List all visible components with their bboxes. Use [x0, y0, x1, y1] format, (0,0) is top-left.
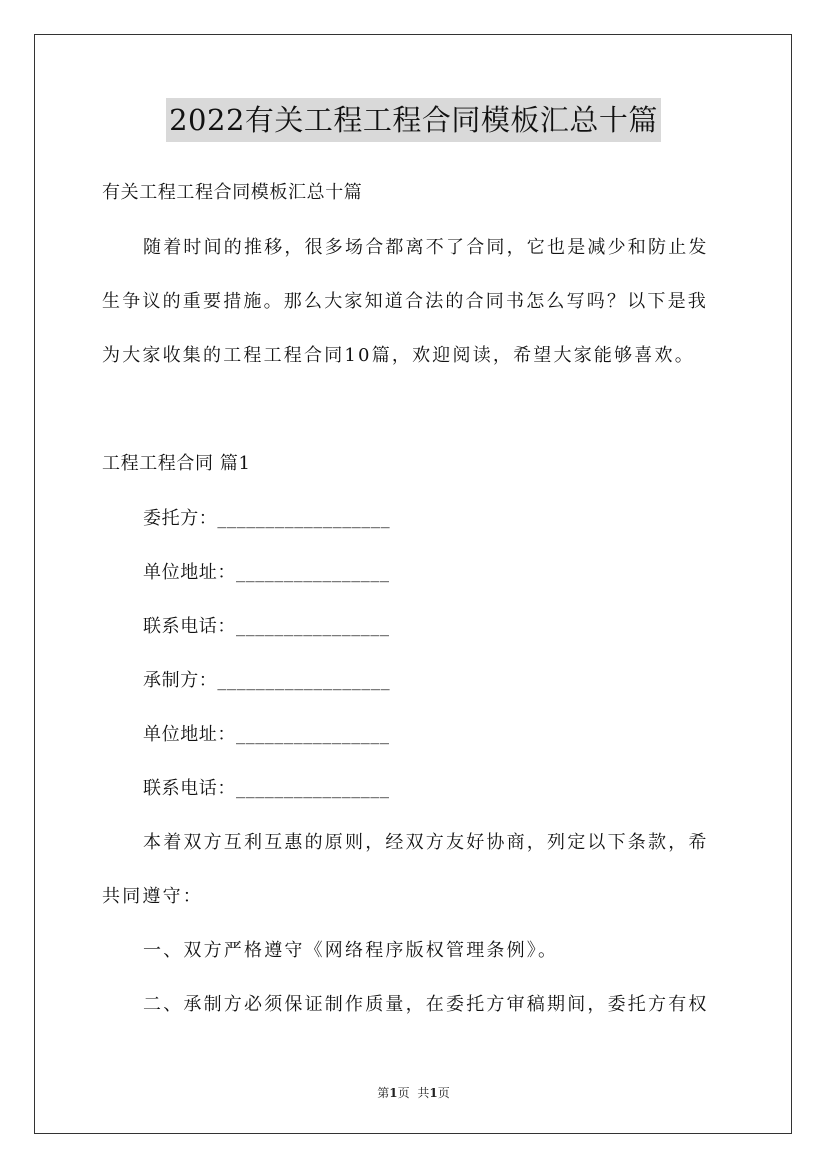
footer-total-number: 1	[429, 1086, 438, 1100]
section-heading: 工程工程合同 篇1	[102, 453, 251, 474]
intro-line-1: 随着时间的推移，很多场合都离不了合同，它也是减少和防止发	[143, 237, 709, 258]
clause-2: 二、承制方必须保证制作质量，在委托方审稿期间，委托方有权	[143, 994, 709, 1015]
intro-line-2: 生争议的重要措施。那么大家知道合法的合同书怎么写吗？以下是我	[102, 291, 708, 312]
field-client: 委托方：__________________	[143, 508, 391, 529]
footer-page-number: 1	[389, 1086, 398, 1100]
document-subtitle: 有关工程工程合同模板汇总十篇	[102, 182, 363, 203]
field-contractor-phone: 联系电话：________________	[143, 778, 390, 799]
page-footer	[0, 1085, 827, 1101]
footer-total-suffix: 页	[437, 1086, 450, 1100]
paragraph-line-1: 本着双方互利互惠的原则，经双方友好协商，列定以下条款，希	[143, 832, 709, 853]
document-title: 2022有关工程工程合同模板汇总十篇	[166, 98, 661, 142]
footer-page-suffix: 页	[397, 1086, 410, 1100]
field-client-phone: 联系电话：________________	[143, 616, 390, 637]
clause-1: 一、双方严格遵守《网络程序版权管理条例》。	[143, 940, 559, 961]
paragraph-line-2: 共同遵守：	[102, 886, 203, 907]
title-container	[0, 98, 827, 142]
field-contractor: 承制方：__________________	[143, 670, 391, 691]
intro-line-3: 为大家收集的工程工程合同10篇，欢迎阅读，希望大家能够喜欢。	[102, 345, 695, 366]
footer-total-prefix: 共	[417, 1086, 430, 1100]
field-client-address: 单位地址：________________	[143, 562, 390, 583]
footer-page-prefix: 第	[377, 1086, 390, 1100]
field-contractor-address: 单位地址：________________	[143, 724, 390, 745]
